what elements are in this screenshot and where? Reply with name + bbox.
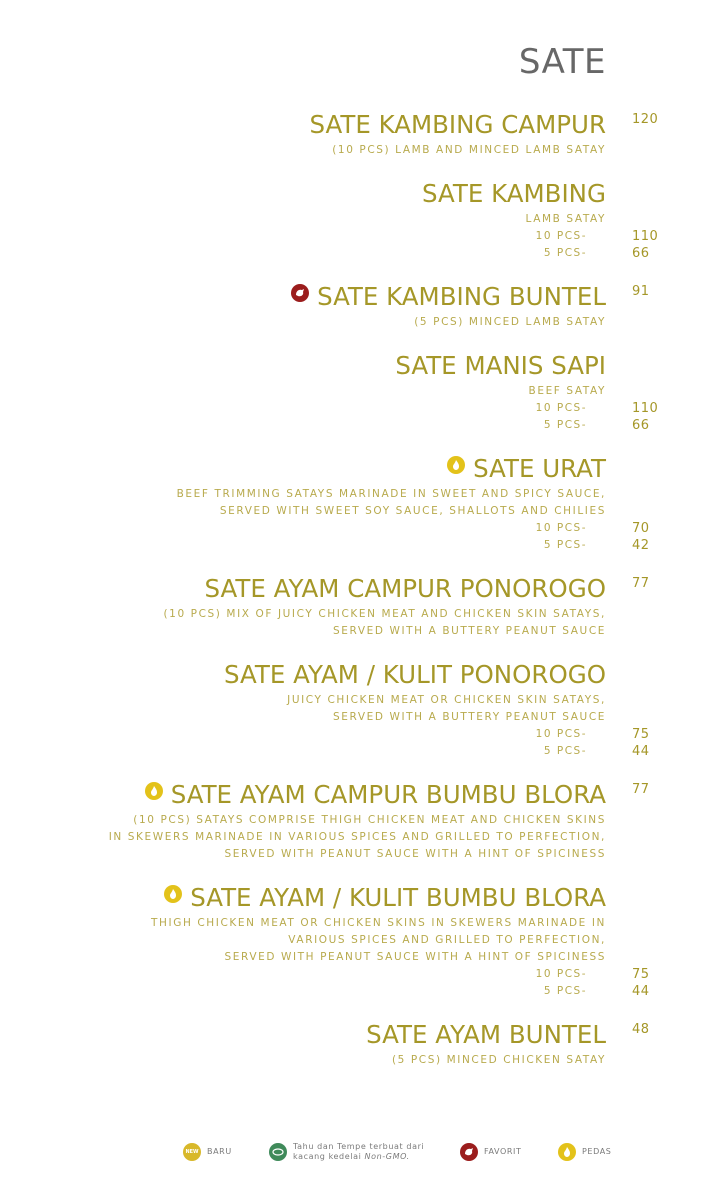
legend-new-label: BARU	[207, 1147, 232, 1156]
legend-pedas-label: PEDAS	[582, 1147, 612, 1156]
menu-item	[0, 177, 728, 262]
menu-item-description: SERVED WITH PEANUT SAUCE WITH A HINT OF SPICINESS	[224, 951, 606, 963]
legend-new	[183, 1140, 232, 1164]
menu-item-description: IN SKEWERS MARINADE IN VARIOUS SPICES AND GRILLED TO PERFECTION,	[108, 831, 606, 843]
menu-item-description: SERVED WITH SWEET SOY SAUCE, SHALLOTS AND CHILIES	[219, 505, 606, 517]
variant-label: 10 PCS-	[535, 968, 587, 980]
menu-item-name	[224, 658, 606, 692]
menu-item	[0, 280, 728, 331]
menu-item-name	[366, 1018, 606, 1052]
menu-item	[0, 108, 728, 159]
leaf-icon	[269, 1143, 287, 1161]
menu-item-name	[395, 349, 606, 383]
variant-price: 70	[632, 521, 650, 536]
menu-item-name	[422, 177, 606, 211]
menu-item	[0, 452, 728, 554]
menu-item-name	[145, 778, 606, 812]
chili-flame-icon	[145, 782, 163, 800]
menu-item-name-text: SATE AYAM BUNTEL	[366, 1020, 606, 1049]
menu-item-price: 77	[632, 576, 650, 591]
menu-item-header	[0, 778, 728, 812]
chicken-icon	[291, 284, 309, 302]
menu-item-description: SERVED WITH A BUTTERY PEANUT SAUCE	[333, 711, 606, 723]
variant-label: 5 PCS-	[543, 985, 587, 997]
legend-nongmo-line1: Tahu dan Tempe terbuat dari	[293, 1142, 425, 1151]
menu-item-name-text: SATE AYAM CAMPUR PONOROGO	[204, 574, 606, 603]
menu-item-price: 48	[632, 1022, 650, 1037]
menu-item-price: 91	[632, 284, 650, 299]
menu-item-name	[447, 452, 606, 486]
legend-favorit-label: FAVORIT	[484, 1147, 522, 1156]
menu-item-name-text: SATE AYAM / KULIT PONOROGO	[224, 660, 606, 689]
menu-item-description: (10 PCS) MIX OF JUICY CHICKEN MEAT AND CHICKEN SKIN SATAYS,	[163, 608, 606, 620]
menu-item-description: SERVED WITH A BUTTERY PEANUT SAUCE	[333, 625, 606, 637]
menu-item-header	[0, 881, 728, 915]
legend-nongmo	[269, 1140, 424, 1164]
menu-item-description: THIGH CHICKEN MEAT OR CHICKEN SKINS IN SKEWERS MARINADE IN	[151, 917, 606, 929]
menu-item-description: SERVED WITH PEANUT SAUCE WITH A HINT OF SPICINESS	[224, 848, 606, 860]
menu-item-name-text: SATE KAMBING	[422, 179, 606, 208]
menu-item-variant	[0, 743, 728, 760]
menu-item-name	[205, 572, 606, 606]
menu-item	[0, 778, 728, 863]
variant-price: 110	[632, 229, 659, 244]
section-title: SATE	[518, 42, 606, 82]
variant-price: 44	[632, 984, 650, 999]
variant-price: 66	[632, 418, 650, 433]
variant-label: 5 PCS-	[543, 247, 587, 259]
menu-item	[0, 572, 728, 640]
menu-item-variant	[0, 537, 728, 554]
variant-label: 5 PCS-	[543, 745, 587, 757]
menu-item-header	[0, 658, 728, 692]
variant-label: 10 PCS-	[535, 728, 587, 740]
chicken-icon	[460, 1143, 478, 1161]
menu-item-description: BEEF TRIMMING SATAYS MARINADE IN SWEET AND SPICY SAUCE,	[176, 488, 606, 500]
menu-item-name-text: SATE KAMBING CAMPUR	[309, 110, 606, 139]
menu-item-name-text: SATE AYAM / KULIT BUMBU BLORA	[190, 883, 606, 912]
menu-item-header	[0, 452, 728, 486]
menu-item-header	[0, 349, 728, 383]
menu-item-variant	[0, 983, 728, 1000]
menu-item	[0, 1018, 728, 1069]
menu-item	[0, 349, 728, 434]
menu-item-name	[291, 280, 606, 314]
menu-item-variant	[0, 726, 728, 743]
menu-item-name	[164, 881, 606, 915]
menu-item-variant	[0, 245, 728, 262]
menu-item-header	[0, 572, 728, 606]
menu-item-description: (5 PCS) MINCED CHICKEN SATAY	[391, 1054, 606, 1066]
variant-price: 66	[632, 246, 650, 261]
legend-favorit	[460, 1140, 521, 1164]
variant-price: 75	[632, 967, 650, 982]
menu-item-price: 77	[632, 782, 650, 797]
menu-item-name	[309, 108, 606, 142]
menu-item-description: (10 PCS) SATAYS COMPRISE THIGH CHICKEN MEAT AND CHICKEN SKINS	[133, 814, 606, 826]
menu-item	[0, 881, 728, 1000]
menu-item-description: JUICY CHICKEN MEAT OR CHICKEN SKIN SATAYS,	[287, 694, 606, 706]
menu-item-description: (10 PCS) LAMB AND MINCED LAMB SATAY	[332, 144, 606, 156]
menu-list	[0, 108, 728, 1087]
variant-price: 110	[632, 401, 659, 416]
menu-item	[0, 658, 728, 760]
legend-nongmo-text	[293, 1142, 424, 1162]
menu-item-name-text: SATE MANIS SAPI	[395, 351, 606, 380]
legend-pedas	[558, 1140, 611, 1164]
menu-item-variant	[0, 228, 728, 245]
variant-label: 5 PCS-	[543, 419, 587, 431]
variant-label: 10 PCS-	[535, 402, 587, 414]
menu-item-header	[0, 177, 728, 211]
chili-flame-icon	[558, 1143, 576, 1161]
legend-nongmo-line2-italic: Non-GMO.	[364, 1152, 410, 1161]
menu-item-variant	[0, 520, 728, 537]
menu-item-name-text: SATE AYAM CAMPUR BUMBU BLORA	[170, 780, 606, 809]
legend	[0, 1140, 728, 1164]
new-badge-icon	[183, 1143, 201, 1161]
menu-item-name-text: SATE URAT	[473, 454, 606, 483]
menu-item-variant	[0, 417, 728, 434]
menu-item-variant	[0, 966, 728, 983]
variant-price: 75	[632, 727, 650, 742]
menu-item-price: 120	[632, 112, 659, 127]
chili-flame-icon	[447, 456, 465, 474]
menu-item-name-text: SATE KAMBING BUNTEL	[317, 282, 606, 311]
new-badge-text: NEW	[185, 1149, 199, 1155]
legend-nongmo-line2-prefix: kacang kedelai	[293, 1152, 365, 1161]
variant-price: 44	[632, 744, 650, 759]
variant-label: 5 PCS-	[543, 539, 587, 551]
variant-label: 10 PCS-	[535, 230, 587, 242]
variant-price: 42	[632, 538, 650, 553]
variant-label: 10 PCS-	[535, 522, 587, 534]
menu-item-description: LAMB SATAY	[525, 213, 606, 225]
chili-flame-icon	[164, 885, 182, 903]
menu-item-description: BEEF SATAY	[528, 385, 606, 397]
menu-item-header	[0, 280, 728, 314]
menu-item-header	[0, 1018, 728, 1052]
menu-item-description: VARIOUS SPICES AND GRILLED TO PERFECTION,	[288, 934, 606, 946]
legend-nongmo-line2	[293, 1152, 424, 1162]
menu-item-description: (5 PCS) MINCED LAMB SATAY	[414, 316, 606, 328]
menu-item-header	[0, 108, 728, 142]
menu-item-variant	[0, 400, 728, 417]
